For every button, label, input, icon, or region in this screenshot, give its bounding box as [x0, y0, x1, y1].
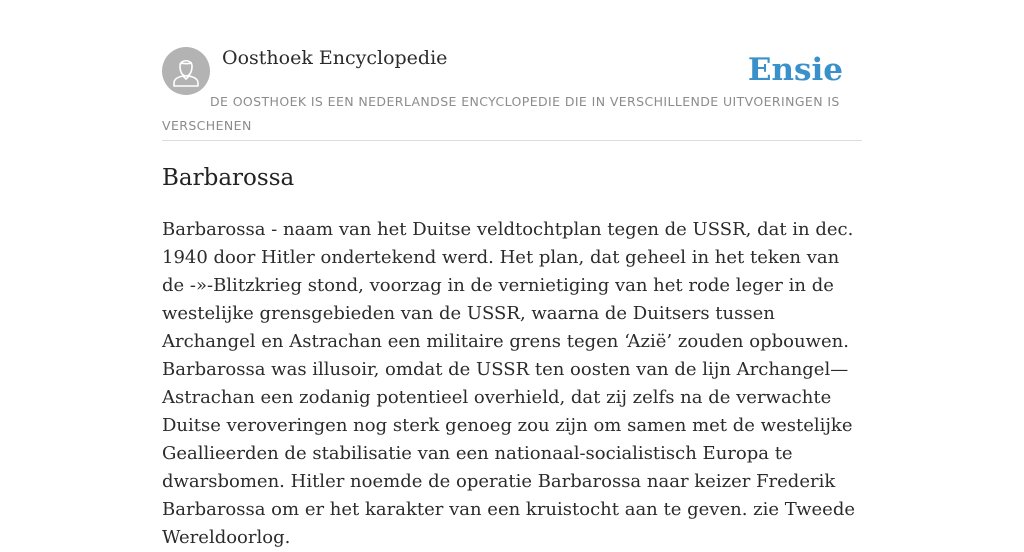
article-title: Barbarossa	[162, 165, 295, 191]
site-tagline: DE OOSTHOEK IS EEN NEDERLANDSE ENCYCLOPEDIE DIE IN VERSCHILLENDE UITVOERINGEN IS VERSCHENEN	[162, 94, 840, 133]
brand-logo[interactable]: Ensie	[747, 52, 843, 88]
article-body: Barbarossa - naam van het Duitse veldtochtplan tegen de USSR, dat in dec. 1940 door Hitler ondertekend werd. Het plan, dat geheel in het teken van de -»-Blitzkrieg stond, voorzag in de vernietiging van het rode leger in de westelijke grensgebieden van de USSR, waarna de Duitsers tussen Archangel en Astrachan een militaire grens tegen ‘Azië’ zouden opbouwen. Barbarossa was illusoir, omdat de USSR ten oosten van de lijn Archangel—Astrachan een zodanig potentieel overhield, dat zij zelfs na de verwachte Duitse veroveringen nog sterk genoeg zou zijn om samen met de westelijke Geallieerden de stabilisatie van een nationaal-socialistisch Europa te dwarsbomen. Hitler noemde de operatie Barbarossa naar keizer Frederik Barbarossa om er het karakter van een kruistocht aan te geven. zie Tweede Wereldoorlog.	[162, 219, 855, 548]
site-header	[162, 46, 862, 141]
user-silhouette-icon[interactable]	[162, 47, 210, 95]
site-name[interactable]: Oosthoek Encyclopedie	[222, 47, 448, 69]
